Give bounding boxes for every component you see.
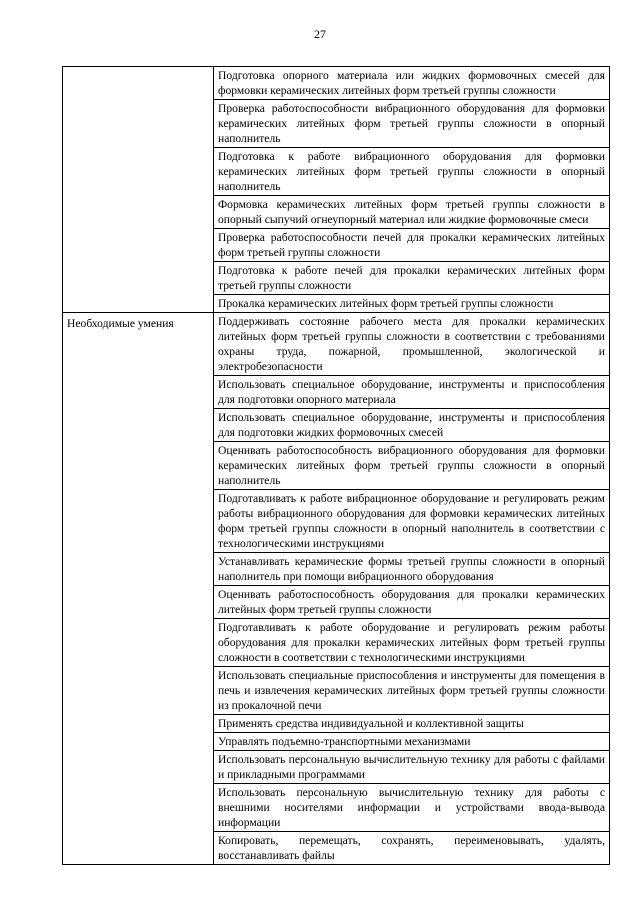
table-row	[63, 553, 610, 586]
skill-item: Использовать специальное оборудование, инструменты и приспособления для подготовки жидких формовочных смесей	[214, 409, 610, 442]
table-row	[63, 376, 610, 409]
table-row	[63, 733, 610, 751]
skill-item: Поддерживать состояние рабочего места для прокалки керамических литейных форм третьей группы сложности в соответствии с требованиями охраны труда, пожарной, промышленной, экологической и электробезопасности	[214, 313, 610, 376]
table-row	[63, 409, 610, 442]
table-row	[63, 313, 610, 376]
table-row	[63, 442, 610, 490]
skill-item: Применять средства индивидуальной и коллективной защиты	[214, 715, 610, 733]
labor-action-item: Подготовка опорного материала или жидких формовочных смесей для формовки керамических литейных форм третьей группы сложности	[214, 67, 610, 100]
table-row	[63, 295, 610, 313]
skill-item: Использовать персональную вычислительную технику для работы с файлами и прикладными программами	[214, 751, 610, 784]
skill-item: Использовать специальное оборудование, инструменты и приспособления для подготовки опорного материала	[214, 376, 610, 409]
table-row	[63, 262, 610, 295]
qualification-table	[62, 66, 610, 865]
skill-item: Использовать специальные приспособления и инструменты для помещения в печь и извлечения керамических литейных форм третьей группы сложности из прокалочной печи	[214, 667, 610, 715]
table-row	[63, 784, 610, 832]
skill-item: Устанавливать керамические формы третьей группы сложности в опорный наполнитель при помощи вибрационного оборудования	[214, 553, 610, 586]
table-row	[63, 196, 610, 229]
labor-action-item: Прокалка керамических литейных форм третьей группы сложности	[214, 295, 610, 313]
table-row	[63, 229, 610, 262]
skill-item: Оценивать работоспособность вибрационного оборудования для формовки керамических литейных форм третьей группы сложности в опорный наполнитель	[214, 442, 610, 490]
table-row	[63, 490, 610, 553]
skill-item: Подготавливать к работе оборудование и регулировать режим работы оборудования для прокалки керамических литейных форм третьей группы сложности в соответствии с технологическими инструкциями	[214, 619, 610, 667]
skill-item: Подготавливать к работе вибрационное оборудование и регулировать режим работы вибрационного оборудования для формовки керамических литейных форм третьей группы сложности в опорный наполнитель в соответствии с технологическими инструкциями	[214, 490, 610, 553]
labor-action-item: Проверка работоспособности вибрационного оборудования для формовки керамических литейных форм третьей группы сложности в опорный наполнитель	[214, 100, 610, 148]
table-row	[63, 586, 610, 619]
labor-action-item: Подготовка к работе вибрационного оборудования для формовки керамических литейных форм третьей группы сложности в опорный наполнитель	[214, 148, 610, 196]
table-row	[63, 667, 610, 715]
table-row	[63, 715, 610, 733]
skill-item: Оценивать работоспособность оборудования для прокалки керамических литейных форм третьей группы сложности	[214, 586, 610, 619]
labor-action-item: Подготовка к работе печей для прокалки керамических литейных форм третьей группы сложности	[214, 262, 610, 295]
table-row	[63, 100, 610, 148]
table-row	[63, 751, 610, 784]
table-row	[63, 148, 610, 196]
table-row	[63, 67, 610, 100]
page-number: 27	[314, 27, 326, 41]
skill-item: Использовать персональную вычислительную технику для работы с внешними носителями информации и устройствами ввода-вывода информации	[214, 784, 610, 832]
table-row	[63, 832, 610, 865]
table-row	[63, 619, 610, 667]
skill-item: Управлять подъемно-транспортными механизмами	[214, 733, 610, 751]
skill-item: Копировать, перемещать, сохранять, переименовывать, удалять, восстанавливать файлы	[214, 832, 610, 865]
labor-action-item: Проверка работоспособности печей для прокалки керамических литейных форм третьей группы сложности	[214, 229, 610, 262]
labor-action-item: Формовка керамических литейных форм третьей группы сложности в опорный сыпучий огнеупорный материал или жидкие формовочные смеси	[214, 196, 610, 229]
skills-label: Необходимые умения	[63, 313, 214, 376]
labor-actions-label-cell	[63, 67, 214, 100]
